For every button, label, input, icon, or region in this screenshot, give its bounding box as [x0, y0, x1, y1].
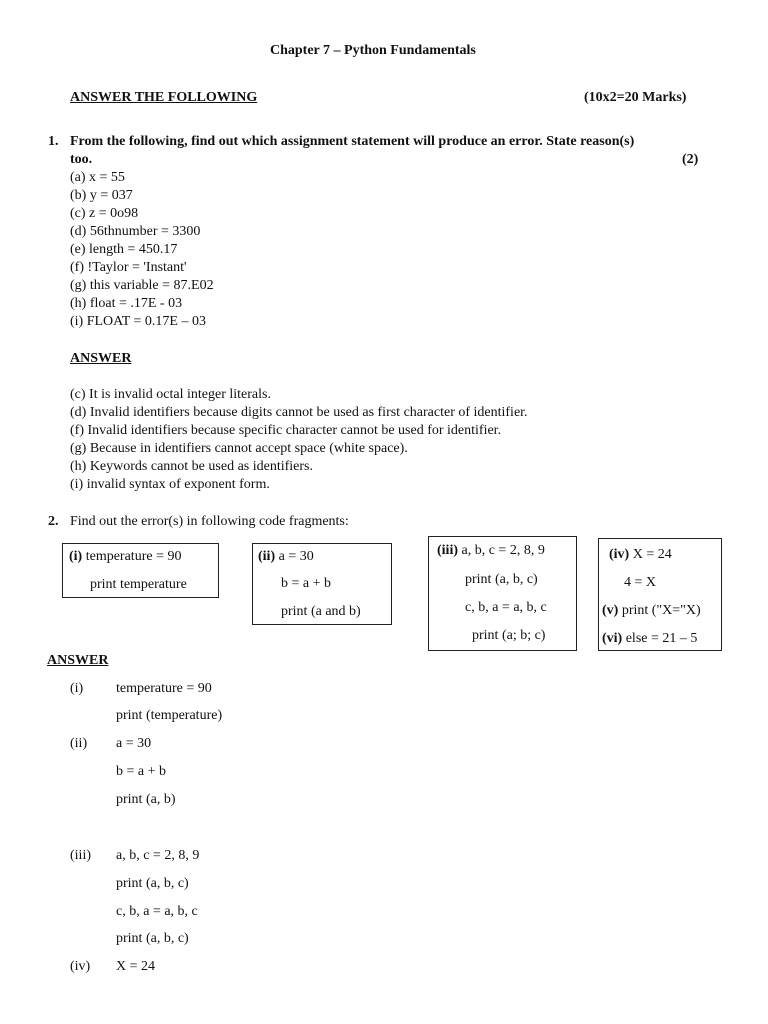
- code-box-i: [62, 543, 219, 598]
- q1-marks: (2): [682, 152, 699, 167]
- q2-answer-i-line1: temperature = 90: [116, 681, 212, 696]
- q2-answer-iv-line1: X = 24: [116, 959, 156, 974]
- code-box-vi-line: (vi) else = 21 – 5: [602, 631, 698, 646]
- code-box-iii: [428, 536, 577, 651]
- q2-answer-heading: ANSWER: [47, 653, 109, 668]
- q1-answer: (g) Because in identifiers cannot accept space (white space).: [70, 441, 408, 456]
- section-heading: ANSWER THE FOLLOWING: [70, 90, 258, 105]
- q1-answer: (i) invalid syntax of exponent form.: [70, 477, 270, 492]
- q1-answer: (h) Keywords cannot be used as identifiers.: [70, 459, 313, 474]
- q2-number: 2.: [48, 514, 59, 529]
- q1-option: (d) 56thnumber = 3300: [70, 224, 201, 239]
- code-box-iv-line2: 4 = X: [624, 575, 657, 590]
- q1-answer: (c) It is invalid octal integer literals.: [70, 387, 271, 402]
- page-title: Chapter 7 – Python Fundamentals: [270, 43, 476, 58]
- code-box-iii-line3: c, b, a = a, b, c: [465, 600, 547, 615]
- code-box-ii-line3: print (a and b): [281, 604, 361, 619]
- q1-text-line2: too.: [70, 152, 93, 167]
- q1-option: (c) z = 0o98: [70, 206, 139, 221]
- q2-answer-label-iii: (iii): [70, 848, 91, 863]
- q1-text-line1: From the following, find out which assignment statement will produce an error. State reason(s): [70, 134, 635, 149]
- q2-answer-ii-line3: print (a, b): [116, 792, 176, 807]
- code-box-v-line: (v) print ("X="X): [602, 603, 701, 618]
- code-box-i-line1: (i) temperature = 90: [69, 549, 182, 564]
- code-box-iii-line4: print (a; b; c): [472, 628, 546, 643]
- q1-option: (b) y = 037: [70, 188, 133, 203]
- q2-text: Find out the error(s) in following code fragments:: [70, 514, 349, 529]
- code-box-ii-line2: b = a + b: [281, 576, 332, 591]
- q1-answer: (d) Invalid identifiers because digits cannot be used as first character of identifier.: [70, 405, 528, 420]
- q1-answer-heading: ANSWER: [70, 351, 132, 366]
- code-box-ii-line1: (ii) a = 30: [258, 549, 314, 564]
- code-box-i-line2: print temperature: [90, 577, 187, 592]
- q2-answer-ii-line1: a = 30: [116, 736, 152, 751]
- total-marks: (10x2=20 Marks): [584, 90, 687, 105]
- q1-option: (h) float = .17E - 03: [70, 296, 183, 311]
- q2-answer-ii-line2: b = a + b: [116, 764, 167, 779]
- code-box-iii-line2: print (a, b, c): [465, 572, 538, 587]
- q2-answer-label-ii: (ii): [70, 736, 88, 751]
- q2-answer-iii-line3: c, b, a = a, b, c: [116, 904, 198, 919]
- q2-answer-iii-line4: print (a, b, c): [116, 931, 189, 946]
- q2-answer-iii-line1: a, b, c = 2, 8, 9: [116, 848, 200, 863]
- q1-option: (i) FLOAT = 0.17E – 03: [70, 314, 206, 329]
- q1-option: (f) !Taylor = 'Instant': [70, 260, 187, 275]
- q2-answer-i-line2: print (temperature): [116, 708, 223, 723]
- q1-option: (e) length = 450.17: [70, 242, 178, 257]
- code-box-iii-line1: (iii) a, b, c = 2, 8, 9: [437, 543, 545, 558]
- q1-option: (g) this variable = 87.E02: [70, 278, 214, 293]
- code-box-iv-vi: [598, 538, 722, 651]
- code-box-iv-line1: (iv) X = 24: [609, 547, 672, 562]
- q2-answer-label-i: (i): [70, 681, 84, 696]
- q2-answer-iii-line2: print (a, b, c): [116, 876, 189, 891]
- q1-option: (a) x = 55: [70, 170, 125, 185]
- q1-answer: (f) Invalid identifiers because specific character cannot be used for identifier.: [70, 423, 502, 438]
- q2-answer-label-iv: (iv): [70, 959, 91, 974]
- q1-number: 1.: [48, 134, 59, 149]
- code-box-ii: [252, 543, 392, 625]
